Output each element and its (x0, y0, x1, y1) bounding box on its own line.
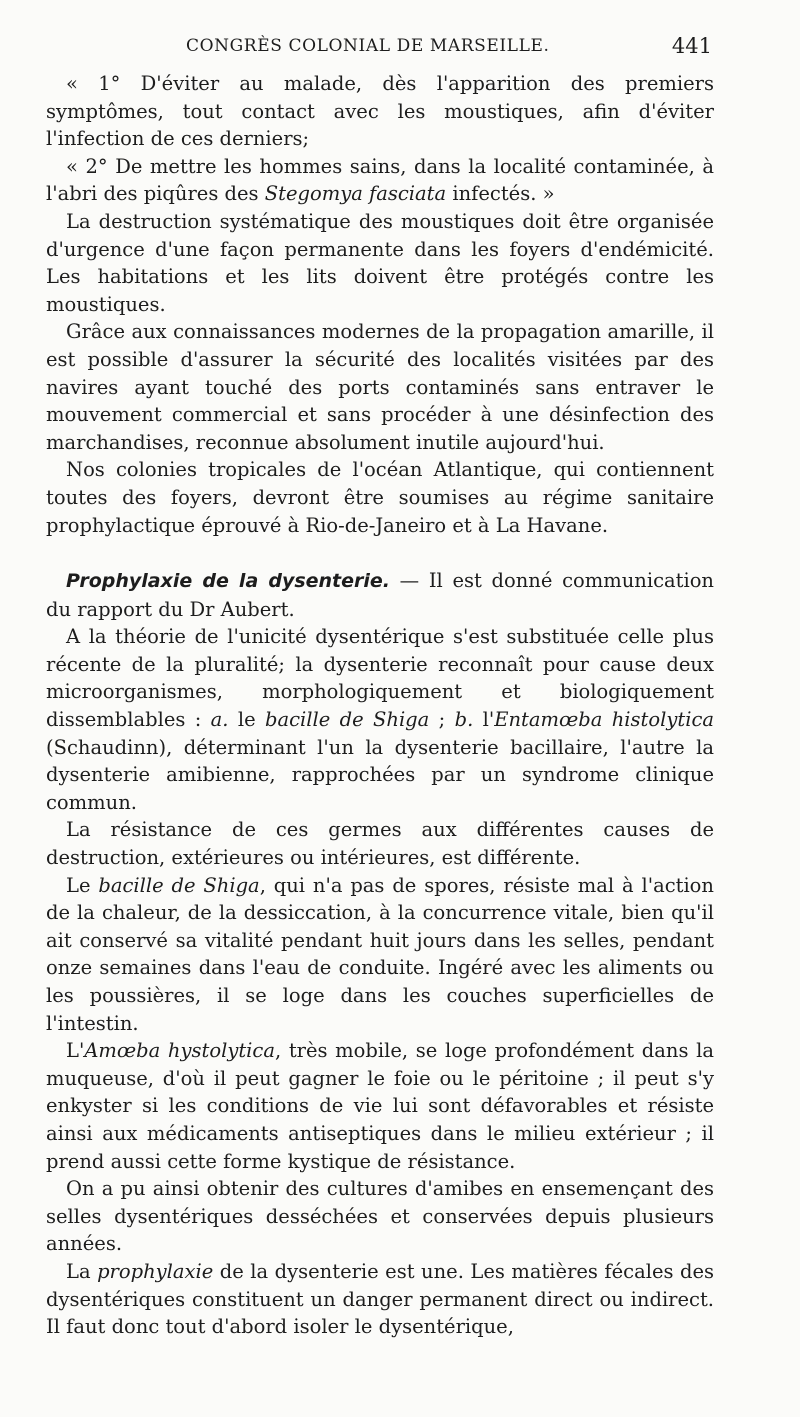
organism-name-1: bacille de Shiga (265, 708, 430, 732)
paragraph-2 (46, 153, 714, 208)
article-l: l' (473, 708, 495, 732)
organism-name: bacille de Shiga (98, 873, 260, 897)
separator: ; (429, 708, 455, 732)
paragraph-1: « 1° D'éviter au malade, dès l'apparition des premiers symptômes, tout contact avec les moustiques, afin d'éviter l'infection de ces derniers; (46, 72, 714, 151)
species-name: Stegomya fasciata (264, 182, 447, 206)
organism-name: Amœba hystolytica (84, 1039, 275, 1063)
article-le: le (228, 708, 265, 732)
paragraph-9-text: Le (66, 873, 99, 897)
paragraph-7-text-end: (Schaudinn), déterminant l'un la dysenterie bacillaire, l'autre la dysenterie amibienne, rapprochées par un syndrome clinique commun. (46, 735, 714, 814)
page-number: 441 (671, 34, 712, 58)
paragraph-12-text: La (66, 1259, 98, 1283)
paragraph-12-text-end: de la dysenterie est une. Les matières fécales des dysentériques constituent un danger permanent direct ou indirect. Il faut donc tout d'abord isoler le dysentérique, (46, 1259, 715, 1339)
emphasis: prophylaxie (97, 1259, 214, 1283)
paragraph-6 (46, 567, 714, 623)
paragraph-9-text-end: , qui n'a pas de spores, résiste mal à l'action de la chaleur, de la dessiccation, à la concurrence vitale, bien qu'il ait conservé sa vitalité pendant huit jours dans les selles, pendant onze semaines dans l'eau de conduite. Ingéré avec les aliments ou les poussières, il se loge dans les couches superficielles de l'intestin. (46, 873, 714, 1035)
paragraph-10-text-end: , très mobile, se loge profondément dans la muqueuse, d'où il peut gagner le foie ou le péritoine ; il peut s'y enkyster si les conditions de vie lui sont défavorables et résiste ainsi aux médicaments antiseptiques dans le milieu extérieur ; il prend aussi cette forme kystique de résistance. (46, 1039, 714, 1173)
organism-name-2: Entamœba histolytica (494, 708, 714, 732)
paragraph-11: On a pu ainsi obtenir des cultures d'amibes en ensemençant des selles dysentériques desséchées et conservées depuis plusieurs années. (46, 1177, 714, 1256)
paragraph-10-text: L' (66, 1039, 85, 1063)
paragraph-2-text: « 2° De mettre les hommes sains, dans la localité contaminée, à l'abri des piqûres des (46, 154, 714, 206)
paragraph-12 (46, 1258, 714, 1341)
paragraph-3: La destruction systématique des moustiques doit être organisée d'urgence d'une façon permanente dans les foyers d'endémicité. Les habitations et les lits doivent être protégés contre les moustiques. (46, 209, 714, 316)
paragraph-2-text-end: infectés. » (446, 182, 555, 206)
paragraph-10 (46, 1037, 714, 1175)
paragraph-8: La résistance de ces germes aux différentes causes de destruction, extérieures ou intérieures, est différente. (46, 818, 714, 870)
page-body (46, 70, 714, 1341)
paragraph-9 (46, 872, 714, 1038)
paragraph-7 (46, 623, 714, 816)
paragraph-5: Nos colonies tropicales de l'océan Atlantique, qui contiennent toutes des foyers, devront être soumises au régime sanitaire prophylactique éprouvé à Rio-de-Janeiro et à La Havane. (46, 458, 714, 537)
list-marker-b: b. (454, 708, 474, 732)
paragraph-4: Grâce aux connaissances modernes de la propagation amarille, il est possible d'assurer la sécurité des localités visitées par des navires ayant touché des ports contaminés sans entraver le mouvement commercial et sans procéder à une désinfection des marchandises, reconnue absolument inutile aujourd'hui. (46, 320, 714, 454)
paragraph-7-text: A la théorie de l'unicité dysentérique s'est substituée celle plus récente de la pluralité; la dysenterie reconnaît pour cause deux microorganismes, morphologiquement et biologiquement dissemblables : (46, 625, 714, 732)
running-title: CONGRÈS COLONIAL DE MARSEILLE. (186, 36, 550, 56)
page-header (0, 36, 800, 66)
paragraph-6-text: — Il est donné communication du rapport du Dr Aubert. (46, 569, 714, 621)
section-heading: Prophylaxie de la dysenterie. (66, 570, 391, 593)
list-marker-a: a. (210, 708, 229, 732)
